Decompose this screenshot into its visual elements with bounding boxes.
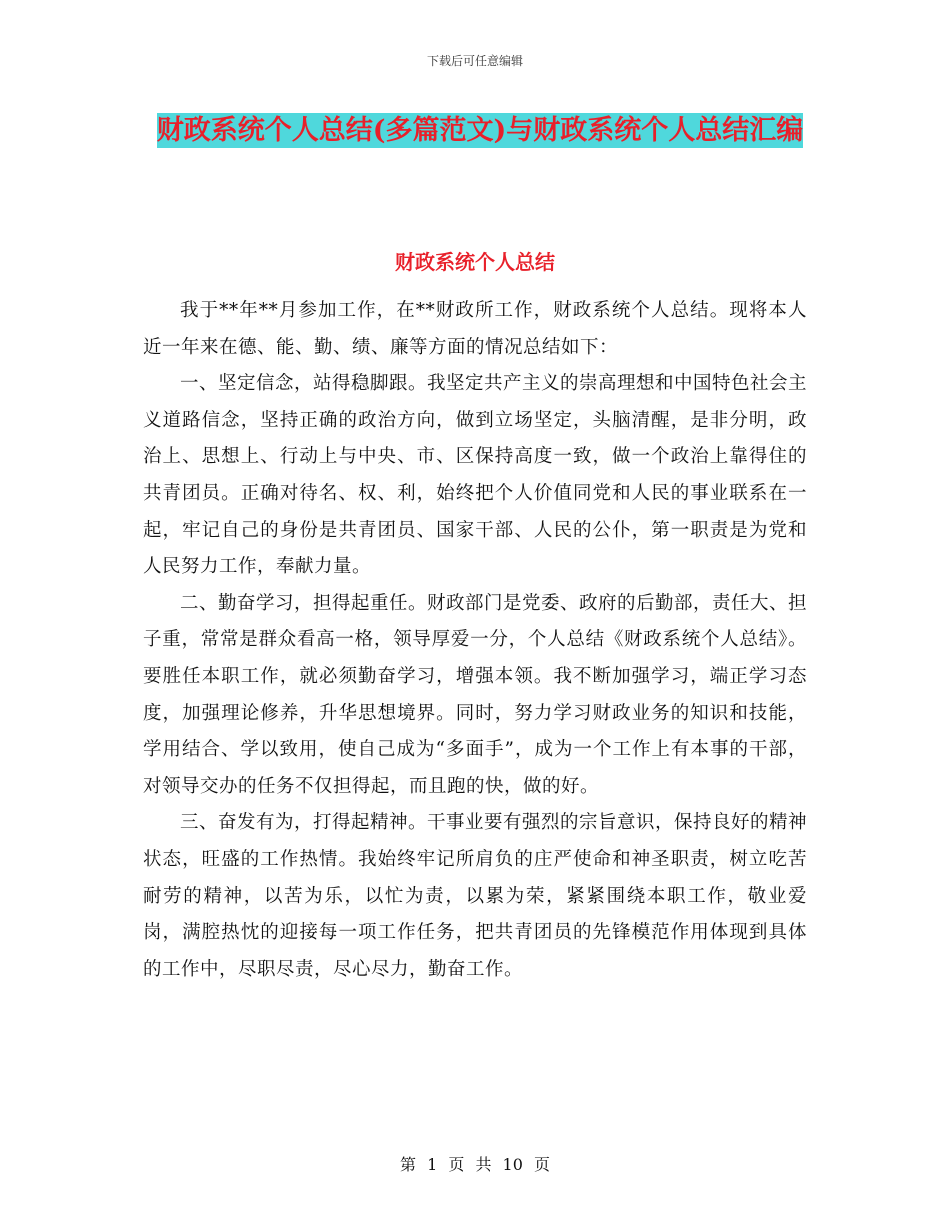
paragraph: 我于**年**月参加工作，在**财政所工作，财政系统个人总结。现将本人近一年来在德、能、勤、绩、廉等方面的情况总结如下： [143,300,807,358]
paragraph: 三、奋发有为，打得起精神。干事业要有强烈的宗旨意识，保持良好的精神状态，旺盛的工作热情。我始终牢记所肩负的庄严使命和神圣职责，树立吃苦耐劳的精神，以苦为乐，以忙为责，以累为荣，紧紧围绕本职工作，敬业爱岗，满腔热忱的迎接每一项工作任务，把共青团员的先锋模范作用体现到具体的工作中，尽职尽责，尽心尽力，勤奋工作。 [143,812,808,980]
page-footer: 第 1 页 共 10 页 [400,1155,550,1174]
paragraph: 二、勤奋学习，担得起重任。财政部门是党委、政府的后勤部，责任大、担子重，常常是群众看高一格，领导厚爱一分，个人总结《财政系统个人总结》。 要胜任本职工作，就必须勤奋学习，增强本领。我不断加强学习，端正学习态度，加强理论修养，升华思想境界。同时，努力学习财政业务的知识和技能，学用结合、学以致用，使自己成为“多面手”，成为一个工作上有本事的干部，对领导交办的任务不仅担得起，而且跑的快，做的好。 [143,592,808,797]
section-title: 财政系统个人总结 [395,250,555,274]
document-title [140,108,820,154]
header-note: 下载后可任意编辑 [426,54,523,68]
paragraph: 一、坚定信念，站得稳脚跟。我坚定共产主义的崇高理想和中国特色社会主义道路信念，坚持正确的政治方向，做到立场坚定，头脑清醒，是非分明，政治上、思想上、行动上与中央、市、区保持高度一致，做一个政治上靠得住的共青团员。正确对待名、权、利，始终把个人价值同党和人民的事业联系在一起，牢记自己的身份是共青团员、国家干部、人民的公仆，第一职责是为党和人民努力工作，奉献力量。 [143,373,808,578]
body-text [143,293,807,988]
document-title-text: 财政系统个人总结(多篇范文)与财政系统个人总结汇编 [156,115,804,146]
